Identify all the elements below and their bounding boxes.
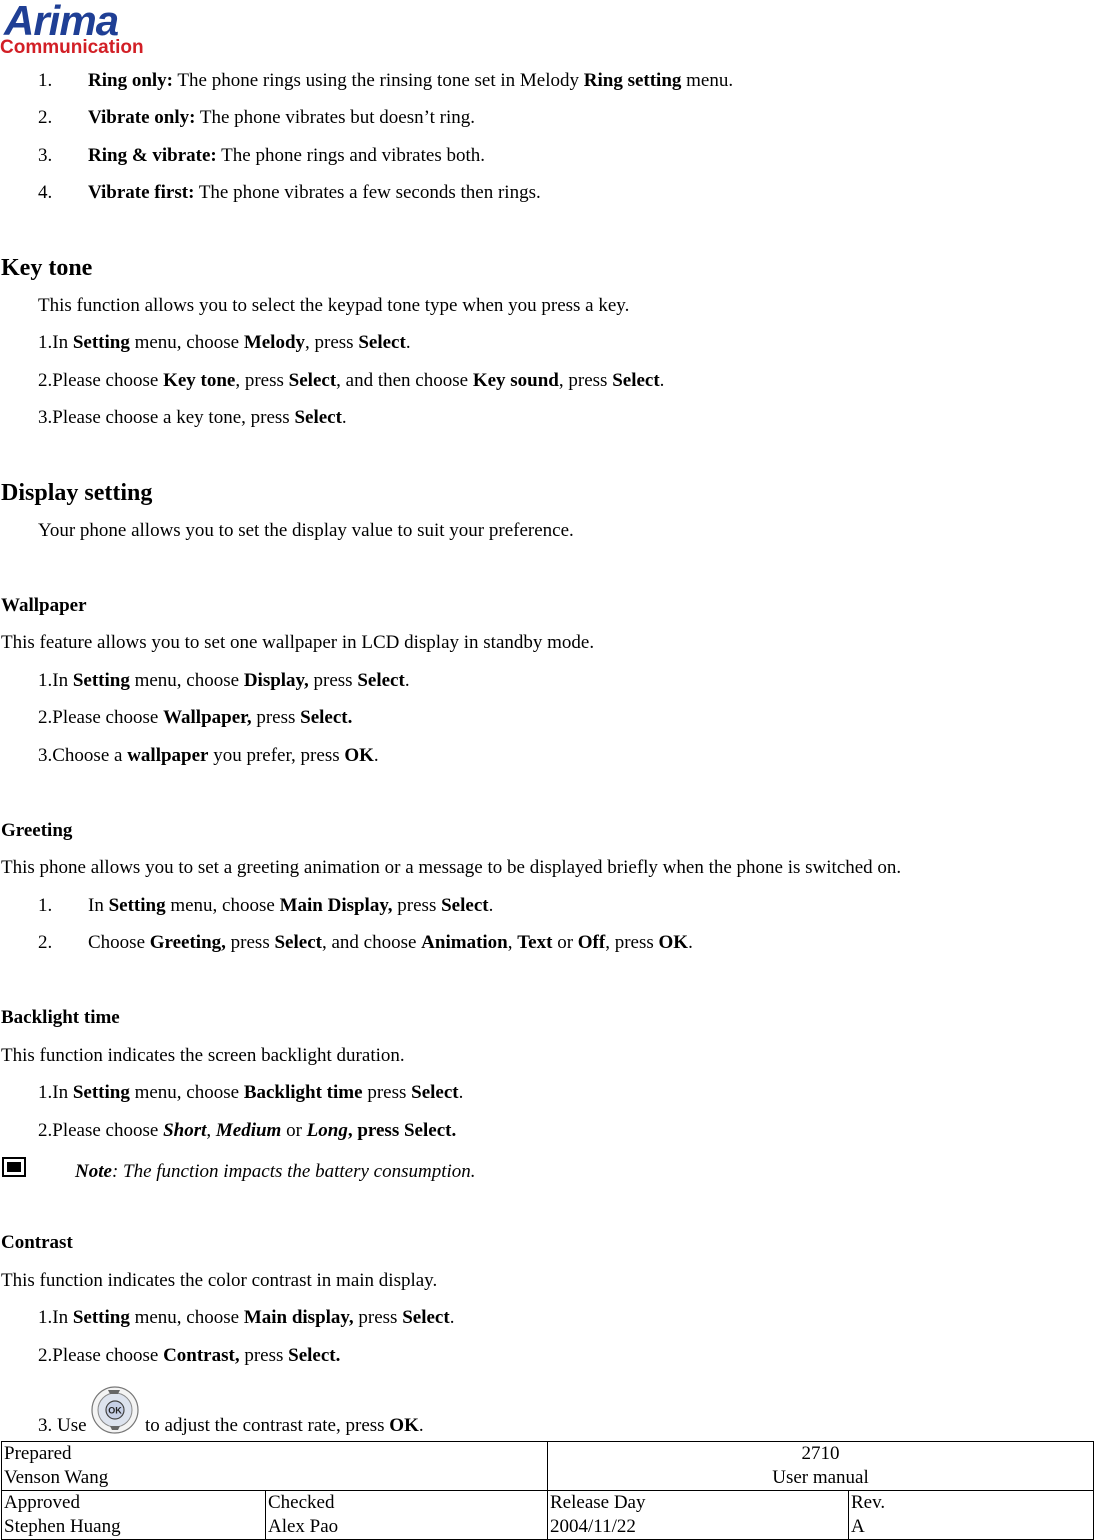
- note-icon: [2, 1157, 26, 1177]
- step: 1.In Setting menu, choose Melody, press Select.: [38, 332, 411, 353]
- list-number: 1.: [38, 70, 53, 91]
- logo-wordmark: Arima: [4, 0, 119, 44]
- paragraph: This phone allows you to set a greeting animation or a message to be displayed briefly when the phone is switched on.: [1, 857, 902, 878]
- step: 3. Use: [38, 1415, 87, 1436]
- paragraph: This function allows you to select the keypad tone type when you press a key.: [38, 295, 630, 316]
- paragraph: Your phone allows you to set the display value to suit your preference.: [38, 520, 574, 541]
- list-number: 2.: [38, 932, 53, 953]
- subsection-heading: Backlight time: [1, 1007, 120, 1028]
- approved-cell: Approved Stephen Huang: [2, 1491, 266, 1540]
- note: Note: The function impacts the battery consumption.: [75, 1161, 476, 1182]
- step: 2.Please choose Short, Medium or Long, press Select.: [38, 1120, 457, 1141]
- revision-cell: Rev. A: [849, 1491, 1094, 1540]
- list-number: 3.: [38, 145, 53, 166]
- step: In Setting menu, choose Main Display, press Select.: [88, 895, 494, 916]
- list-item: Ring only: The phone rings using the rinsing tone set in Melody Ring setting menu.: [88, 70, 734, 91]
- footer-table: [1, 1441, 1094, 1540]
- step: 1.In Setting menu, choose Backlight time press Select.: [38, 1082, 464, 1103]
- paragraph: This function indicates the color contrast in main display.: [1, 1270, 438, 1291]
- paragraph: This feature allows you to set one wallpaper in LCD display in standby mode.: [1, 632, 595, 653]
- subsection-heading: Greeting: [1, 820, 73, 841]
- list-item: Vibrate only: The phone vibrates but doesn’t ring.: [88, 107, 475, 128]
- step-continuation: to adjust the contrast rate, press OK.: [145, 1415, 424, 1436]
- step: Choose Greeting, press Select, and choose Animation, Text or Off, press OK.: [88, 932, 693, 953]
- list-number: 1.: [38, 895, 53, 916]
- section-heading: Key tone: [1, 255, 93, 281]
- navigation-key-icon: [90, 1385, 140, 1435]
- step: 3.Choose a wallpaper you prefer, press OK.: [38, 745, 379, 766]
- list-item: Ring & vibrate: The phone rings and vibrates both.: [88, 145, 486, 166]
- list-number: 4.: [38, 182, 53, 203]
- paragraph: This function indicates the screen backlight duration.: [1, 1045, 405, 1066]
- step: 1.In Setting menu, choose Display, press Select.: [38, 670, 410, 691]
- release-day-cell: Release Day 2004/11/22: [548, 1491, 849, 1540]
- checked-cell: Checked Alex Pao: [266, 1491, 548, 1540]
- logo-subtitle: Communication: [0, 37, 144, 58]
- step: 2.Please choose Wallpaper, press Select.: [38, 707, 353, 728]
- subsection-heading: Wallpaper: [1, 595, 87, 616]
- step: 3.Please choose a key tone, press Select.: [38, 407, 347, 428]
- step: 2.Please choose Contrast, press Select.: [38, 1345, 341, 1366]
- prepared-cell: Prepared Venson Wang: [2, 1442, 548, 1491]
- list-item: Vibrate first: The phone vibrates a few seconds then rings.: [88, 182, 541, 203]
- list-number: 2.: [38, 107, 53, 128]
- document-cell: 2710 User manual: [548, 1442, 1094, 1491]
- step: 1.In Setting menu, choose Main display, press Select.: [38, 1307, 455, 1328]
- subsection-heading: Contrast: [1, 1232, 73, 1253]
- section-heading: Display setting: [1, 480, 153, 506]
- nav-key-ok-label: OK: [108, 1405, 122, 1416]
- step: 2.Please choose Key tone, press Select, and then choose Key sound, press Select.: [38, 370, 665, 391]
